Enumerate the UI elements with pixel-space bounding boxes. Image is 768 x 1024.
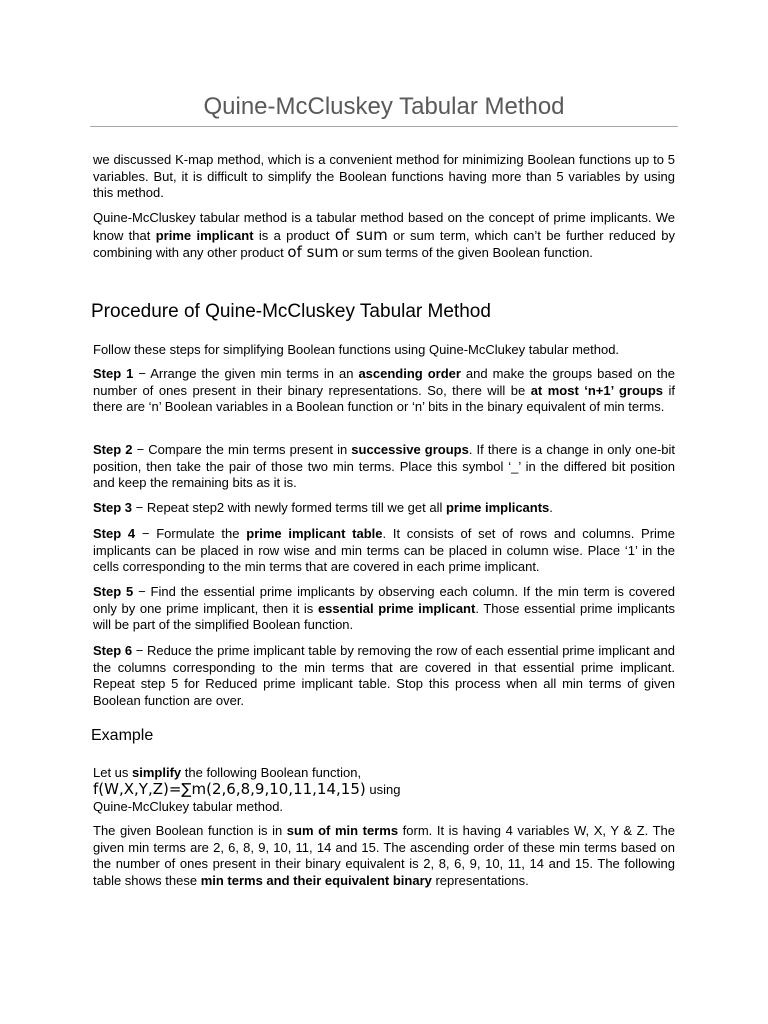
example-paragraph-1 — [93, 764, 675, 815]
text-run: − Repeat step2 with newly formed terms till we get all — [132, 500, 446, 515]
step-label: Step 2 — [93, 442, 133, 457]
procedure-heading: Procedure of Quine-McCluskey Tabular Method — [91, 301, 491, 322]
text-run: − Arrange the given min terms in an — [133, 366, 359, 381]
step-2-text — [93, 442, 675, 492]
title-divider — [90, 126, 678, 127]
text-run: using — [365, 782, 401, 797]
step-1 — [93, 366, 675, 416]
bold-term: successive groups — [351, 442, 469, 457]
bold-term: min terms and their equivalent binary — [200, 872, 432, 888]
text-run: − Find the essential prime implicants by observing each column. If the min term is covered only by one prime implicant, then it is — [93, 584, 675, 616]
text-run: and make the groups based on the number of ones present in their binary representations. So, there will be — [93, 366, 675, 398]
step-6-text — [93, 643, 675, 709]
text-run: . If there is a change in only one-bit position, then take the pair of those two min terms. Place this symbol ‘_’ in the differed bit position and keep the remaining bits as it is. — [93, 442, 675, 490]
intro-paragraph-2 — [93, 210, 675, 262]
intro-text-2 — [93, 210, 675, 262]
text-run: The given Boolean function is in — [93, 823, 287, 838]
text-run: − Compare the min terms present in — [132, 442, 352, 457]
text-run: the following Boolean function, — [181, 765, 362, 780]
procedure-lead — [93, 342, 675, 359]
step-label: Step 6 — [93, 643, 133, 658]
inline-term: of sum — [334, 225, 388, 244]
text-run: Quine-McClukey tabular method. — [93, 799, 284, 814]
bold-term: prime implicant table — [246, 526, 383, 541]
bold-term: essential prime implicant — [317, 600, 476, 616]
intro-text-1: we discussed K-map method, which is a convenient method for minimizing Boolean functions up to 5 variables. But, it is difficult to simplify the Boolean functions having more than 5 variables by using this method. — [93, 152, 675, 200]
procedure-lead-text: Follow these steps for simplifying Boolean functions using Quine-McClukey tabular method. — [93, 342, 620, 357]
text-run: or sum terms of the given Boolean function. — [338, 245, 593, 260]
intro-paragraph-1 — [93, 152, 675, 202]
text-run: . — [549, 500, 553, 515]
step-label: Step 1 — [93, 366, 134, 381]
text-run: form. It is having 4 variables W, X, Y & Z. The given min terms are 2, 6, 8, 9, 10, 11, 14 and 15. The ascending order of these min terms based on the number of ones present in their binary equivalent is 2, 8, 6, 9, 10, 11, 14 and 15. The following table shows these — [93, 823, 675, 888]
bold-term: sum of min terms — [286, 823, 399, 838]
step-label: Step 5 — [93, 584, 134, 599]
example-text-1 — [93, 764, 675, 815]
text-run: is a product — [253, 227, 335, 243]
step-6 — [93, 643, 675, 709]
text-run: . It consists of set of rows and columns. Prime implicants can be placed in row wise and min terms can be placed in column wise. Place ‘1’ in the cells corresponding to the min terms that are covered in each prime implicant. — [93, 526, 675, 574]
step-3-text — [93, 500, 675, 517]
text-run: − Reduce the prime implicant table by removing the row of each essential prime implicant and the columns corresponding to the min terms that are covered in that essential prime implicant. Repeat step 5 for Reduced prime implicant table. Stop this process when all min terms of given Boolean function are over. — [93, 643, 675, 708]
step-5-text — [93, 584, 675, 634]
text-run: Quine-McCluskey tabular method is a tabular method based on the concept of prime implicants. We know that — [93, 210, 675, 243]
inline-term: of sum — [287, 243, 339, 261]
bold-term: simplify — [132, 765, 182, 780]
text-run: or sum term, which can’t be further reduced by combining with any other product — [93, 227, 675, 260]
bold-term: at most ‘n+1’ groups — [530, 382, 664, 398]
bold-term: prime implicants — [445, 500, 550, 515]
step-1-text — [93, 366, 675, 416]
example-heading: Example — [91, 727, 154, 744]
step-label: Step 4 — [93, 526, 136, 541]
boolean-function-formula: f(W,X,Y,Z)=∑m(2,6,8,9,10,11,14,15) — [93, 780, 366, 798]
example-paragraph-2 — [93, 823, 675, 889]
text-run: if there are ‘n’ Boolean variables in a Boolean function or ‘n’ bits in the binary equivalent of min terms. — [93, 382, 675, 414]
step-5 — [93, 584, 675, 634]
bold-term: prime implicant — [155, 227, 254, 243]
step-3 — [93, 500, 675, 517]
step-4 — [93, 526, 675, 576]
text-run: . Those essential prime implicants will be part of the simplified Boolean function. — [93, 600, 675, 632]
step-label: Step 3 — [93, 500, 133, 515]
text-run: Let us — [93, 765, 133, 780]
example-text-2 — [93, 823, 675, 889]
text-run: representations. — [431, 872, 529, 888]
step-4-text — [93, 526, 675, 576]
step-2 — [93, 442, 675, 492]
text-run: − Formulate the — [135, 526, 247, 541]
bold-term: ascending order — [358, 366, 461, 381]
page-title: Quine-McCluskey Tabular Method — [203, 93, 565, 120]
